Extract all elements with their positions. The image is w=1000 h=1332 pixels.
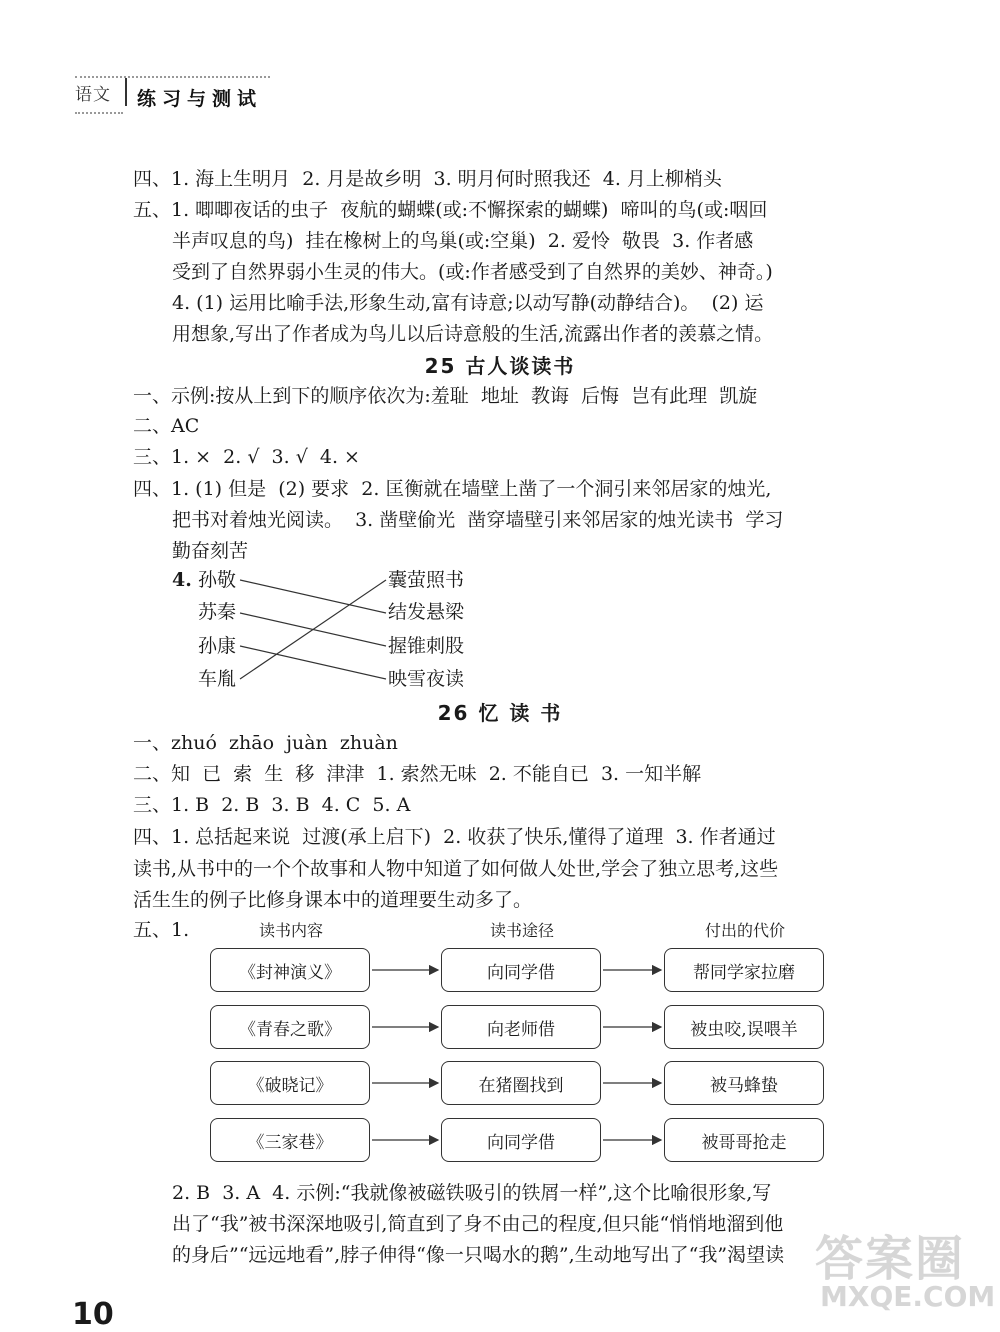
watermark-logo-text: 答案圈	[815, 1231, 966, 1287]
answer-line: 半声叹息的鸟) 挂在橡树上的鸟巢(或:空巢) 2. 爱怜 敬畏 3. 作者感	[172, 230, 754, 252]
match-right-item: 囊萤照书	[388, 569, 465, 591]
answer-line: 四、1. 总括起来说 过渡(承上启下) 2. 收获了快乐,懂得了道理 3. 作者通过	[133, 826, 776, 848]
flow-box-route: 向同学借	[441, 948, 601, 992]
answer-line: 五、1. 唧唧夜话的虫子 夜航的蝴蝶(或:不懈探索的蝴蝶) 啼叫的鸟(或:咽回	[133, 199, 768, 221]
answer-line: 2. B 3. A 4. 示例:“我就像被磁铁吸引的铁屑一样”,这个比喻很形象,写	[172, 1182, 772, 1204]
match-right-item: 映雪夜读	[388, 668, 465, 690]
flow-box-route: 在猪圈找到	[441, 1061, 601, 1105]
answer-line: 活生生的例子比修身课本中的道理要生动多了。	[133, 889, 533, 911]
match-left-item: 孙康	[198, 635, 237, 657]
answer-line: 五、1.	[133, 919, 190, 941]
flow-header: 读书内容	[258, 921, 323, 940]
flow-box-book: 《青春之歌》	[210, 1005, 370, 1049]
match-left-item: 车胤	[198, 668, 237, 690]
watermark	[810, 1208, 1000, 1323]
book-title: 练习与测试	[137, 88, 263, 110]
answer-line: 用想象,写出了作者成为鸟儿以后诗意般的生活,流露出作者的羡慕之情。	[172, 323, 774, 345]
answer-line: 二、知 已 索 生 移 津津 1. 索然无味 2. 不能自已 3. 一知半解	[133, 763, 702, 785]
flow-box-route: 向老师借	[441, 1005, 601, 1049]
page-number: 10	[72, 1297, 114, 1332]
section-title-26: 26 忆 读 书	[437, 701, 563, 725]
answer-line: 四、1. (1) 但是 (2) 要求 2. 匡衡就在墙壁上凿了一个洞引来邻居家的烛光,	[133, 478, 772, 500]
answer-line: 的身后”“远远地看”,脖子伸得“像一只喝水的鹅”,生动地写出了“我”渴望读	[172, 1244, 785, 1266]
match-right-item: 握锥刺股	[388, 635, 465, 657]
flow-box-cost: 帮同学家拉磨	[664, 948, 824, 992]
answer-line: 三、1. B 2. B 3. B 4. C 5. A	[133, 794, 411, 816]
flow-box-book: 《破晓记》	[210, 1061, 370, 1105]
answer-line: 把书对着烛光阅读。 3. 凿壁偷光 凿穿墙壁引来邻居家的烛光读书 学习	[172, 509, 784, 531]
answer-line: 四、1. 海上生明月 2. 月是故乡明 3. 明月何时照我还 4. 月上柳梢头	[133, 168, 722, 190]
flow-box-cost: 被哥哥抢走	[664, 1118, 824, 1162]
match-label: 4.	[172, 569, 192, 591]
flow-header: 付出的代价	[704, 921, 785, 940]
flow-box-route: 向同学借	[441, 1118, 601, 1162]
flow-header: 读书途径	[489, 921, 554, 940]
answer-line: 勤奋刻苦	[172, 540, 249, 562]
answer-line: 受到了自然界弱小生灵的伟大。(或:作者感受到了自然界的美妙、神奇。)	[172, 261, 773, 283]
answer-line: 一、zhuó zhāo juàn zhuàn	[133, 732, 398, 754]
answer-line: 出了“我”被书深深地吸引,简直到了身不由己的程度,但只能“悄悄地溜到他	[172, 1213, 784, 1235]
match-right-item: 结发悬梁	[388, 601, 465, 623]
flow-box-book: 《封神演义》	[210, 948, 370, 992]
answer-line: 读书,从书中的一个个故事和人物中知道了如何做人处世,学会了独立思考,这些	[133, 858, 779, 880]
answer-line: 4. (1) 运用比喻手法,形象生动,富有诗意;以动写静(动静结合)。 (2) 运	[172, 292, 764, 314]
subject-tag: 语文	[75, 85, 111, 105]
match-left-item: 苏秦	[198, 601, 237, 623]
answer-line: 三、1. × 2. √ 3. √ 4. ×	[133, 446, 360, 468]
answer-line: 一、示例:按从上到下的顺序依次为:羞耻 地址 教诲 后悔 岂有此理 凯旋	[133, 385, 758, 407]
answer-line: 二、AC	[133, 415, 200, 437]
flow-box-cost: 被虫咬,误喂羊	[664, 1005, 824, 1049]
match-left-item: 孙敬	[198, 569, 237, 591]
section-title-25: 25 古人谈读书	[424, 354, 576, 378]
flow-box-cost: 被马蜂蛰	[664, 1061, 824, 1105]
watermark-url: MXQE.COM	[820, 1280, 996, 1313]
flow-box-book: 《三家巷》	[210, 1118, 370, 1162]
